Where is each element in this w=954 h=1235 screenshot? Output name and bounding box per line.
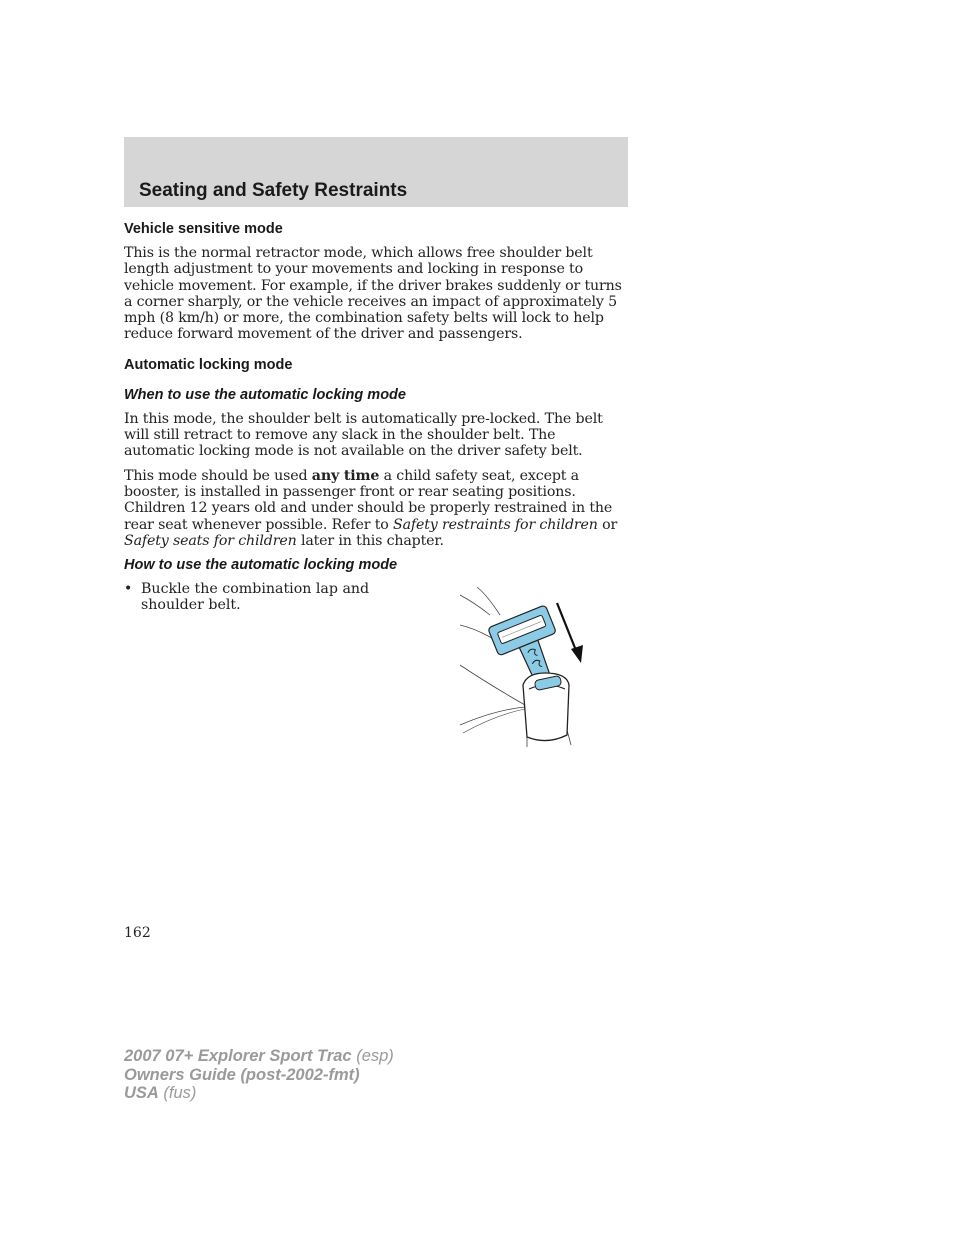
heading-how-to-use: How to use the automatic locking mode	[124, 557, 398, 574]
bullet-text-buckle: Buckle the combination lap and shoulder belt.	[141, 581, 370, 614]
main-content	[124, 221, 630, 614]
reference-safety-seats-for-children: Safety seats for children	[124, 532, 297, 549]
reference-safety-restraints-for-children: Safety restraints for children	[393, 516, 598, 533]
seat-belt-buckle-illustration	[455, 585, 595, 750]
section-header-bar	[124, 137, 628, 207]
heading-vehicle-sensitive-mode: Vehicle sensitive mode	[124, 221, 283, 237]
downward-arrow-icon	[557, 603, 583, 663]
paragraph-when-to-use-1: In this mode, the shoulder belt is automatically pre-locked. The belt will still retract to remove any slack in the shoulder belt. The automatic locking mode is not available on the driver safety belt.	[124, 410, 603, 460]
heading-automatic-locking-mode: Automatic locking mode	[124, 356, 293, 373]
section-title: Seating and Safety Restraints	[139, 180, 408, 201]
bullet-symbol: •	[124, 581, 133, 598]
paragraph-when-to-use-2: This mode should be used any time a child safety seat, except a booster, is installed in passenger front or rear seating positions. Children 12 years old and under should be properly restrained in the rear seat whenever possible. Refer to Safety restraints for children or Safety seats for children later in this chapter.	[124, 467, 618, 549]
heading-when-to-use: When to use the automatic locking mode	[124, 386, 406, 403]
emphasis-any-time: any time	[311, 467, 380, 484]
page-number: 162	[124, 925, 151, 941]
document-footer: 2007 07+ Explorer Sport Trac (esp) Owners Guide (post-2002-fmt) USA (fus)	[124, 1047, 394, 1102]
paragraph-vehicle-sensitive-mode: This is the normal retractor mode, which allows free shoulder belt length adjustment to your movements and locking in response to vehicle movement. For example, if the driver brakes suddenly or turns a corner sharply, or the vehicle receives an impact of approximately 5 mph (8 km/h) or more, the combination safety belts will lock to help reduce forward movement of the driver and passengers.	[124, 245, 622, 343]
